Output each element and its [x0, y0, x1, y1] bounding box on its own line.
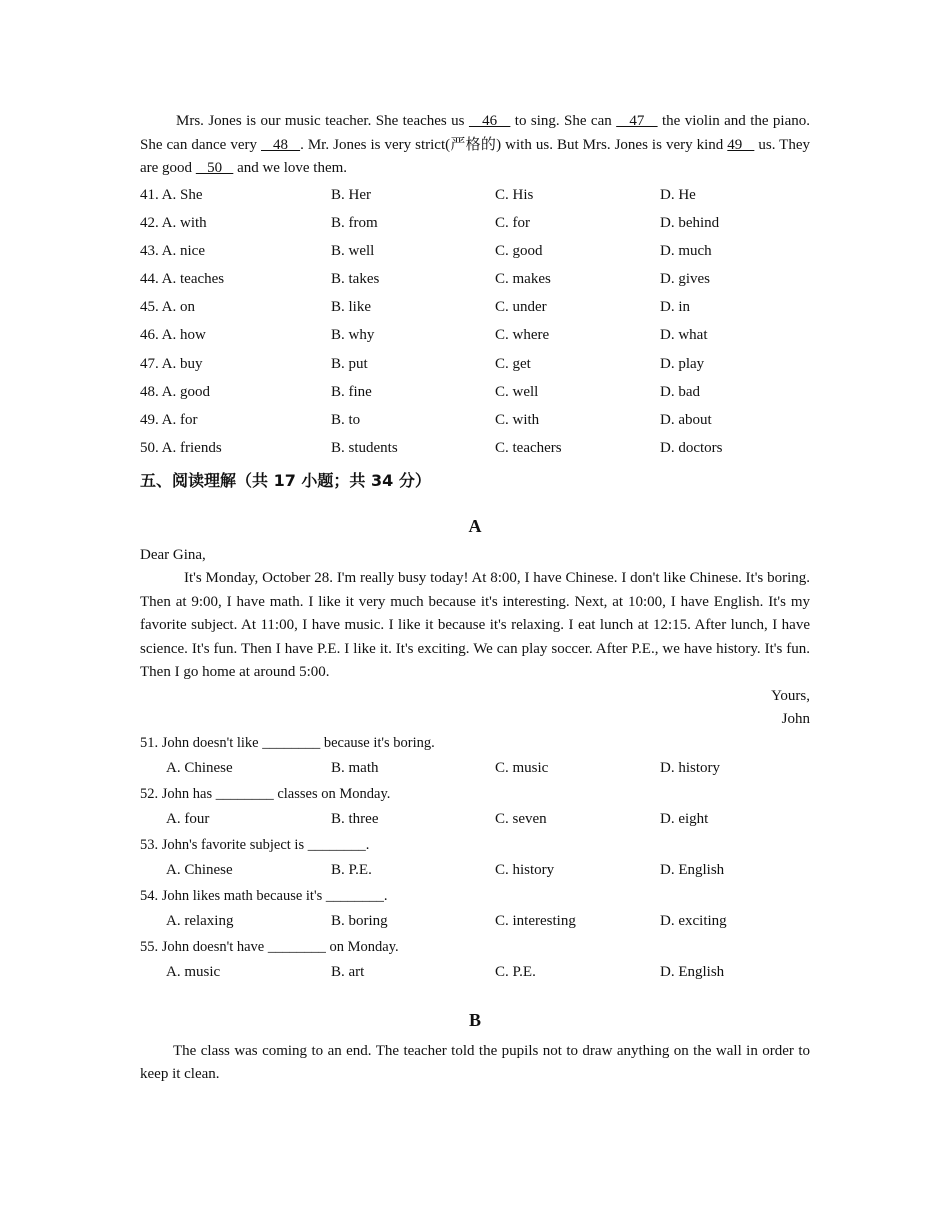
blank-49: 49 [727, 136, 755, 153]
option-a: A. music [166, 963, 221, 980]
option-b: B. math [331, 759, 379, 776]
blank-50: 50 [195, 160, 234, 176]
question [140, 936, 810, 987]
questions-a [140, 732, 810, 987]
option-d: D. gives [660, 271, 710, 288]
option-c: C. seven [495, 810, 547, 827]
option-a: A. Chinese [166, 861, 233, 878]
question-options [140, 959, 810, 987]
option-b: B. put [331, 355, 368, 372]
question-options [140, 806, 810, 834]
option-row [140, 209, 810, 237]
question [140, 885, 810, 936]
option-b: B. why [331, 327, 375, 344]
option-d: D. what [660, 327, 708, 344]
option-b: B. well [331, 242, 375, 259]
option-d: D. about [660, 412, 712, 428]
option-b: B. takes [331, 271, 380, 288]
letter-body: It's Monday, October 28. I'm really busy today! At 8:00, I have Chinese. I don't like Chinese. It's boring. Then at 9:00, I have math. I like it very much because it's interesting. Next, at 10:00, I have English. It's my favorite subject. At 11:00, I have music. I like it because it's relaxing. I eat lunch at 12:15. After lunch, I have science. It's fun. Then I have P.E. I like it. It's exciting. We can play soccer. After P.E., we have history. It's fun. Then I go home at around 5:00. [140, 570, 810, 681]
option-d: D. play [660, 355, 705, 372]
question-options [140, 908, 810, 936]
option-row [140, 406, 810, 434]
option-b: B. P.E. [331, 861, 372, 878]
option-a: 43. A. nice [140, 242, 205, 259]
option-c: C. where [495, 327, 550, 344]
option-c: C. good [495, 242, 543, 259]
option-a: 44. A. teaches [140, 271, 225, 288]
question-stem: 53. John's favorite subject is ________. [140, 836, 370, 853]
cloze-text: us. They are good [140, 136, 811, 176]
option-a: 45. A. on [140, 299, 196, 316]
option-c: C. with [495, 412, 540, 428]
option-b: B. boring [331, 912, 388, 929]
blank-46: 46 [468, 113, 511, 129]
option-c: C. teachers [495, 440, 562, 457]
option-a: 50. A. friends [140, 440, 222, 457]
option-c: C. history [495, 861, 555, 878]
option-d: D. eight [660, 810, 709, 827]
option-row [140, 293, 810, 321]
question [140, 834, 810, 885]
option-b: B. fine [331, 383, 372, 400]
cloze-text: to sing. She can [510, 113, 617, 129]
option-b: B. from [331, 214, 378, 231]
question-stem: 51. John doesn't like ________ because it's boring. [140, 734, 435, 751]
blank-48: 48 [261, 136, 301, 153]
option-c: C. interesting [495, 912, 576, 929]
option-c: C. makes [495, 271, 551, 288]
option-b: B. three [331, 810, 379, 827]
option-c: C. well [495, 383, 539, 400]
option-d: D. history [660, 759, 720, 776]
cloze-text: . Mr. Jones is very strict(严格的) with us. But Mrs. Jones is very kind [300, 136, 728, 153]
question [140, 783, 810, 834]
cloze-text: Mrs. Jones is our music teacher. She teaches us [176, 113, 469, 129]
option-a: 48. A. good [140, 383, 211, 400]
option-d: D. bad [660, 383, 700, 400]
section-title: 五、阅读理解（共 17 小题；共 34 分） [140, 471, 431, 491]
option-c: C. get [495, 355, 531, 372]
option-row [140, 237, 810, 265]
option-d: D. He [660, 186, 696, 203]
question-stem: 52. John has ________ classes on Monday. [140, 785, 391, 802]
cloze-passage [140, 110, 810, 181]
option-row [140, 350, 810, 378]
option-d: D. exciting [660, 912, 727, 929]
option-a: 49. A. for [140, 412, 198, 428]
option-a: A. four [166, 810, 210, 827]
option-b: B. like [331, 299, 371, 316]
option-c: C. P.E. [495, 963, 536, 980]
option-row [140, 181, 810, 209]
option-a: 42. A. with [140, 214, 207, 231]
option-row [140, 378, 810, 406]
option-d: D. in [660, 299, 690, 316]
option-c: C. music [495, 759, 549, 776]
option-a: A. relaxing [166, 912, 234, 929]
option-d: D. behind [660, 214, 720, 231]
blank-47: 47 [616, 113, 658, 129]
cloze-text: and we love them. [233, 160, 348, 176]
letter-closing: Yours, [771, 687, 810, 704]
option-a: A. Chinese [166, 759, 233, 776]
passage-label: A [468, 516, 482, 537]
cloze-text: the violin and the piano. She can dance very [140, 113, 811, 153]
passage-label: B [468, 1009, 481, 1030]
option-d: D. doctors [660, 440, 723, 457]
option-row [140, 265, 810, 293]
option-d: D. English [660, 963, 725, 980]
question-stem: 55. John doesn't have ________ on Monday. [140, 938, 399, 955]
option-c: C. His [495, 186, 534, 203]
option-c: C. under [495, 299, 547, 316]
option-c: C. for [495, 214, 530, 231]
passage-b-body: The class was coming to an end. The teacher told the pupils not to draw anything on the wall in order to keep it clean. [140, 1042, 810, 1083]
question-options [140, 857, 810, 885]
question-options [140, 755, 810, 783]
option-a: 47. A. buy [140, 355, 203, 372]
option-d: D. English [660, 861, 725, 878]
question [140, 732, 810, 783]
exam-content [140, 110, 810, 1087]
letter-greeting: Dear Gina, [140, 547, 206, 564]
option-b: B. Her [331, 186, 371, 203]
option-a: 41. A. She [140, 186, 203, 203]
option-b: B. art [331, 963, 365, 980]
cloze-options [140, 181, 810, 463]
letter-signature: John [781, 710, 810, 727]
option-b: B. students [331, 440, 398, 457]
option-row [140, 434, 810, 462]
option-b: B. to [331, 412, 361, 428]
option-row [140, 321, 810, 349]
option-d: D. much [660, 242, 712, 259]
question-stem: 54. John likes math because it's ________. [140, 887, 388, 904]
option-a: 46. A. how [140, 327, 206, 344]
